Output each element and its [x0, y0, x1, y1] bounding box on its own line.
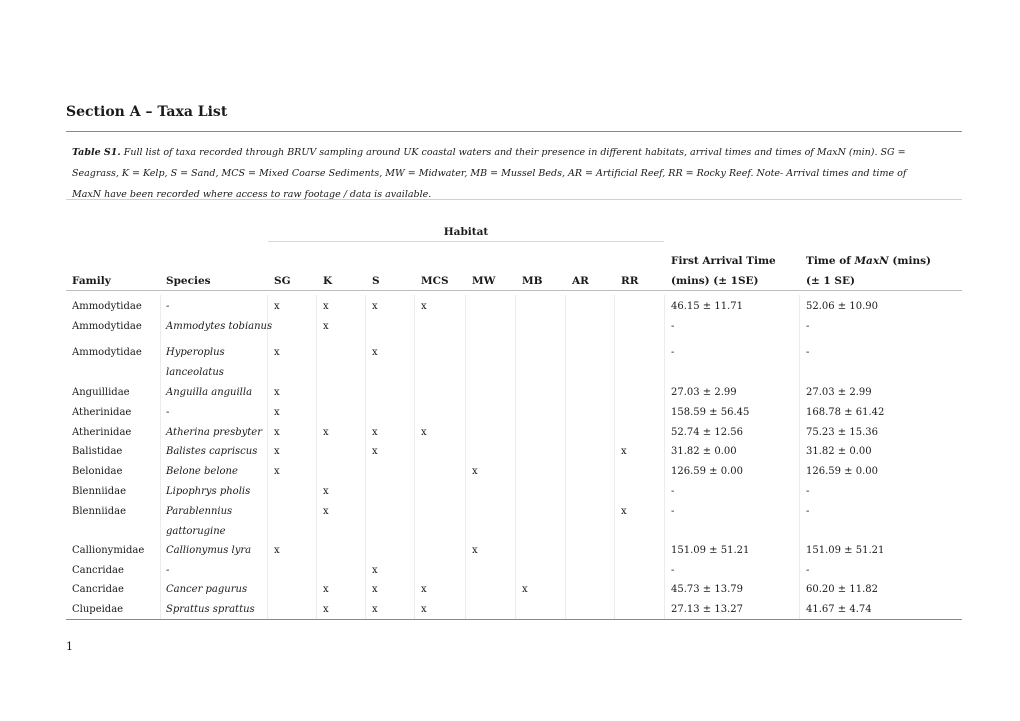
cell-sg: x: [274, 407, 280, 418]
cell-arrival: -: [671, 321, 675, 332]
cell-species: Lipophrys pholis: [166, 486, 251, 497]
cell-arrival: 46.15 ± 11.71: [671, 301, 743, 312]
cell-species: Belone belone: [166, 466, 238, 477]
cell-maxn: -: [806, 565, 810, 576]
cell-maxn: 31.82 ± 0.00: [806, 446, 872, 457]
col-header-family: Family: [72, 275, 111, 287]
cell-species: -: [166, 407, 170, 418]
cell-species: Anguilla anguilla: [166, 387, 253, 398]
column-separator: [365, 295, 366, 619]
table-caption: [72, 142, 932, 205]
cell-sg: x: [274, 466, 280, 477]
cell-maxn: 41.67 ± 4.74: [806, 604, 872, 615]
cell-k: x: [323, 427, 329, 438]
section-title: Section A – Taxa List: [66, 104, 228, 120]
cell-maxn: 75.23 ± 15.36: [806, 427, 878, 438]
title-divider: [66, 131, 962, 132]
column-separator: [316, 295, 317, 619]
cell-species: Atherina presbyter: [166, 427, 262, 438]
cell-family: Blenniidae: [72, 486, 127, 497]
cell-family: Atherinidae: [72, 407, 132, 418]
table-bottom-rule: [66, 619, 962, 620]
cell-family: Cancridae: [72, 584, 124, 595]
cell-arrival: -: [671, 565, 675, 576]
cell-sg: x: [274, 301, 280, 312]
cell-family: Cancridae: [72, 565, 124, 576]
col-header-mcs: MCS: [421, 275, 449, 287]
cell-sg: x: [274, 347, 280, 358]
column-separator: [414, 295, 415, 619]
cell-arrival: 126.59 ± 0.00: [671, 466, 743, 477]
cell-family: Blenniidae: [72, 506, 127, 517]
cell-species: Cancer pagurus: [166, 584, 248, 595]
cell-species: Ammodytes tobianus: [166, 321, 273, 332]
col-header-rr: RR: [621, 275, 639, 287]
maxn-header-post: (mins): [888, 255, 931, 267]
cell-k: x: [323, 486, 329, 497]
habitat-divider: [268, 241, 664, 242]
cell-sg: x: [274, 446, 280, 457]
cell-mcs: x: [421, 301, 427, 312]
col-header-species: Species: [166, 275, 211, 287]
cell-mcs: x: [421, 427, 427, 438]
cell-s: x: [372, 347, 378, 358]
col-header-s: S: [372, 275, 380, 287]
cell-arrival: 31.82 ± 0.00: [671, 446, 737, 457]
cell-family: Ammodytidae: [72, 321, 142, 332]
header-divider: [66, 290, 962, 291]
cell-maxn: 60.20 ± 11.82: [806, 584, 878, 595]
cell-s: x: [372, 584, 378, 595]
cell-arrival: -: [671, 506, 675, 517]
maxn-header-em: MaxN: [854, 255, 889, 267]
cell-family: Ammodytidae: [72, 301, 142, 312]
col-header-ar: AR: [572, 275, 589, 287]
cell-s: x: [372, 301, 378, 312]
cell-s: x: [372, 446, 378, 457]
cell-family: Belonidae: [72, 466, 123, 477]
cell-family: Ammodytidae: [72, 347, 142, 358]
col-header-arrival-line2: (mins) (± 1SE): [671, 275, 759, 287]
maxn-header-pre: Time of: [806, 255, 855, 267]
cell-maxn: -: [806, 321, 810, 332]
col-header-maxn-line2: (± 1 SE): [806, 275, 855, 287]
cell-arrival: 27.13 ± 13.27: [671, 604, 743, 615]
column-separator: [465, 295, 466, 619]
cell-maxn: 27.03 ± 2.99: [806, 387, 872, 398]
cell-sg: x: [274, 427, 280, 438]
cell-arrival: 151.09 ± 51.21: [671, 545, 750, 556]
column-separator: [614, 295, 615, 619]
cell-mcs: x: [421, 604, 427, 615]
cell-family: Callionymidae: [72, 545, 145, 556]
col-header-arrival-line1: First Arrival Time: [671, 255, 776, 267]
cell-maxn: -: [806, 347, 810, 358]
cell-species-continuation: gattorugine: [166, 526, 226, 537]
page-number: 1: [66, 640, 73, 653]
col-header-sg: SG: [274, 275, 291, 287]
cell-family: Balistidae: [72, 446, 123, 457]
caption-text: Full list of taxa recorded through BRUV sampling around UK coastal waters and their presence in different habitats, arrival times and times of MaxN (min). SG = Seagrass, K = Kelp, S = Sand, MCS = Mixed Coarse Sediments, MW = Midwater, MB = Mussel Beds, AR = Artificial Reef, RR = Rocky Reef. Note- Arrival times and time of MaxN have been recorded where access to raw footage / data is available.: [72, 147, 907, 200]
cell-k: x: [323, 604, 329, 615]
cell-s: x: [372, 604, 378, 615]
cell-species: Parablennius: [166, 506, 233, 517]
caption-divider: [66, 199, 962, 200]
cell-arrival: 27.03 ± 2.99: [671, 387, 737, 398]
cell-sg: x: [274, 545, 280, 556]
cell-family: Anguillidae: [72, 387, 130, 398]
cell-species-continuation: lanceolatus: [166, 367, 224, 378]
column-separator: [267, 295, 268, 619]
column-separator: [515, 295, 516, 619]
cell-mcs: x: [421, 584, 427, 595]
cell-maxn: 168.78 ± 61.42: [806, 407, 885, 418]
cell-rr: x: [621, 506, 627, 517]
col-header-maxn-line1: [806, 251, 931, 271]
column-separator: [160, 295, 161, 619]
cell-mb: x: [522, 584, 528, 595]
cell-mw: x: [472, 466, 478, 477]
cell-maxn: -: [806, 506, 810, 517]
col-header-mb: MB: [522, 275, 543, 287]
cell-arrival: 52.74 ± 12.56: [671, 427, 743, 438]
cell-k: x: [323, 584, 329, 595]
habitat-group-header: Habitat: [443, 226, 489, 238]
col-header-k: K: [323, 275, 333, 287]
cell-species: Callionymus lyra: [166, 545, 252, 556]
cell-species: -: [166, 301, 170, 312]
cell-species: Hyperoplus: [166, 347, 225, 358]
caption-label: Table S1.: [72, 147, 121, 158]
column-separator: [799, 295, 800, 619]
column-separator: [565, 295, 566, 619]
cell-s: x: [372, 427, 378, 438]
cell-family: Atherinidae: [72, 427, 132, 438]
cell-arrival: 158.59 ± 56.45: [671, 407, 750, 418]
column-separator: [664, 295, 665, 619]
cell-sg: x: [274, 387, 280, 398]
cell-maxn: 52.06 ± 10.90: [806, 301, 878, 312]
cell-rr: x: [621, 446, 627, 457]
cell-species: -: [166, 565, 170, 576]
cell-maxn: 151.09 ± 51.21: [806, 545, 885, 556]
cell-k: x: [323, 301, 329, 312]
cell-species: Sprattus sprattus: [166, 604, 255, 615]
cell-mw: x: [472, 545, 478, 556]
cell-species: Balistes capriscus: [166, 446, 258, 457]
cell-family: Clupeidae: [72, 604, 124, 615]
col-header-mw: MW: [472, 275, 496, 287]
cell-k: x: [323, 321, 329, 332]
cell-arrival: -: [671, 347, 675, 358]
cell-arrival: 45.73 ± 13.79: [671, 584, 743, 595]
cell-maxn: 126.59 ± 0.00: [806, 466, 878, 477]
cell-arrival: -: [671, 486, 675, 497]
cell-k: x: [323, 506, 329, 517]
cell-s: x: [372, 565, 378, 576]
cell-maxn: -: [806, 486, 810, 497]
